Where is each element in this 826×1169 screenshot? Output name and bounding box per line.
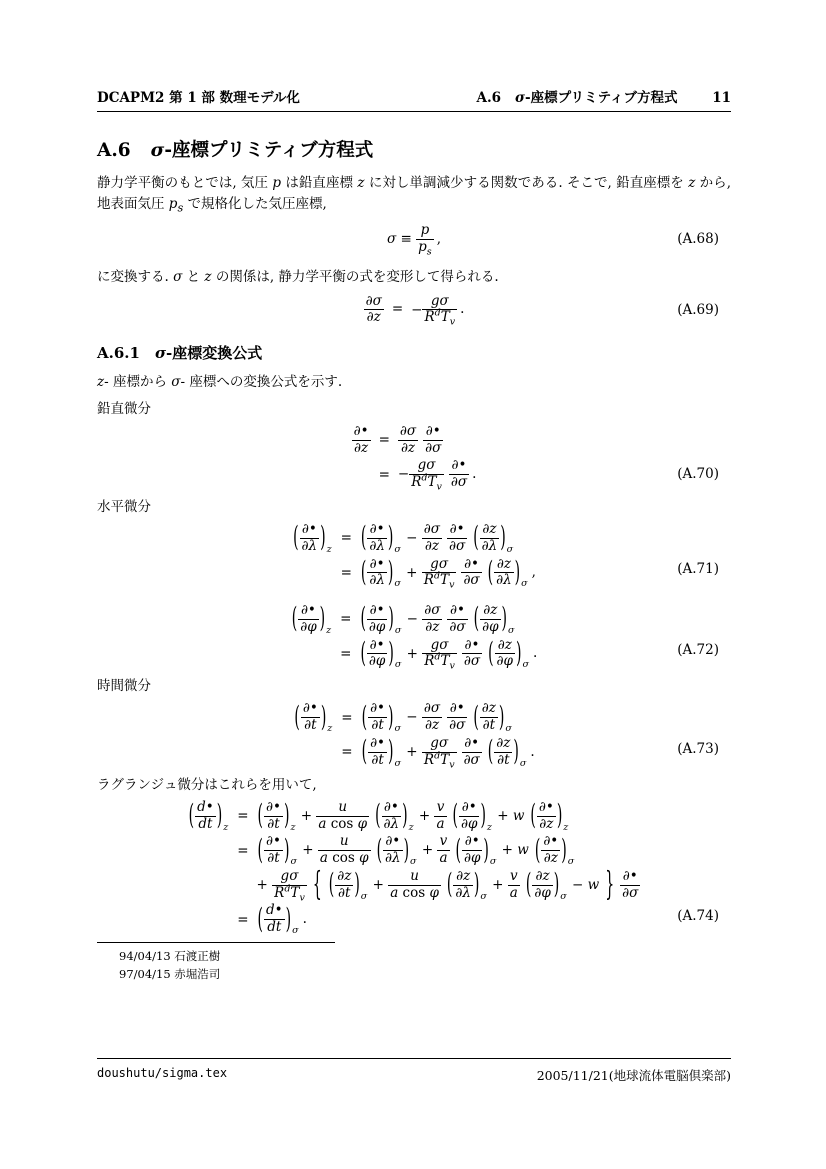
equation-a68-math: σ ≡ $\frac{p}{p_s}$ , [387,221,441,258]
page-number: 11 [712,90,731,106]
equation-a73-math: ( $\frac{\partial•}{\partial t}$ )$_z$ = ( $\frac{\partial•}{\partial t}$ )$_\sigma$ − $\frac{\partial\sigma}{\partial z}$ $\frac{\partial•}{\partial\sigma}$ ( $\frac{\partial z}{\partial t}$ )$_\sigma$ = ( $\frac{\partial•}{\partial t}$ )$_\sigma$ + $\frac{g\sigma}{R^dT_v}$ $\frac{\partial•}{\partial\sigma}$ ( $\frac{\partial z}{\partial t}$ )$_\sigma$. [294,700,535,771]
footnote-line: 97/04/15 赤堀浩司 [119,966,221,981]
equation-a69-math: $\frac{\partial\sigma}{\partial z}$ = − $\frac{g\sigma}{R^dT_v}$ . [365,292,465,329]
equation-a74-label: (A.74) [677,907,719,924]
footnotes [97,942,731,984]
equation-a74-math: ( $\frac{d•}{dt}$ )$_z$ = ( $\frac{\partial•}{\partial t}$ )$_z$ + $\frac{u}{\text{a cos φ}}$ ( $\frac{\partial•}{\partial\lambda}$ )$_z$ + $\frac{v}{a}$ ( $\frac{\partial•}{\partial\varphi}$ )$_z + w$ ( $\frac{\partial•}{\partial z}$ )$_z$ = ( $\frac{\partial•}{\partial t}$ )$_\sigma$ + $\frac{u}{\text{a cos φ}}$ ( $\frac{\partial•}{\partial\lambda}$ )$_\sigma$ + $\frac{v}{a}$ ( $\frac{\partial•}{\partial\varphi}$ )$_\sigma + w$ ( $\frac{\partial•}{\partial z}$ )$_\sigma$ + $\frac{g\sigma}{R^dT_v}$ { ( $\frac{\partial z}{\partial t}$ )$_\sigma$ + $\frac{u}{\text{a cos φ}}$ ( $\frac{\partial z}{\partial\lambda}$ )$_\sigma$ + $\frac{v}{a}$ ( $\frac{\partial z}{\partial\varphi}$ )$_\sigma - w$ } $\frac{\partial•}{\partial\sigma}$ = ( $\frac{d•}{dt}$ )$_\sigma$. [188,798,639,937]
subsection-heading [97,342,731,363]
equation-a73-label: (A.73) [677,740,719,757]
footer-date-club: 2005/11/21(地球流体電脳倶楽部) [536,1068,731,1083]
footnote-rule [97,942,335,943]
equation-a72-math: ( $\frac{\partial•}{\partial\varphi}$ )$_z$ = ( $\frac{\partial•}{\partial\varphi}$ )$_\sigma$ − $\frac{\partial\sigma}{\partial z}$ $\frac{\partial•}{\partial\sigma}$ ( $\frac{\partial z}{\partial\varphi}$ )$_\sigma$ = ( $\frac{\partial•}{\partial\varphi}$ )$_\sigma$ + $\frac{g\sigma}{R^dT_v}$ $\frac{\partial•}{\partial\sigma}$ ( $\frac{\partial z}{\partial\varphi}$ )$_\sigma$. [291,602,538,673]
equation-a70-math: $\frac{\partial•}{\partial z}$ = $\frac{\partial\sigma}{\partial z}$ $\frac{\partial•}{\partial\sigma}$ = − $\frac{g\sigma}{R^dT_v}$ $\frac{\partial•}{\partial\sigma}$ . [353,422,477,493]
section-heading [97,136,731,162]
page-content [97,0,731,984]
label-vertical-derivative: 鉛直微分 [97,400,151,417]
running-footer [97,1058,731,1084]
subsection-title: σ-座標変換公式 [154,344,263,363]
equation-a72 [97,602,731,671]
section-number: A.6 [97,140,131,161]
equation-a72-label: (A.72) [677,642,719,659]
equation-a70-label: (A.70) [677,465,719,482]
header-left-title: DCAPM2 第 1 部 数理モデル化 [97,90,300,106]
equation-a68-label: (A.68) [677,231,719,248]
running-header [97,86,731,112]
header-section-title: A.6 σ-座標プリミティブ方程式 [476,90,678,106]
paragraph-subsection-intro: z- 座標から σ- 座標への変換公式を示す. [97,374,343,391]
equation-a68 [97,222,731,257]
label-horizontal-derivative: 水平微分 [97,498,151,515]
paragraph-transform: に変換する. σ と z の関係は, 静力学平衡の式を変形して得られる. [97,269,499,286]
footnote-line: 94/04/13 石渡正樹 [119,948,221,963]
equation-a73 [97,700,731,769]
section-title: σ-座標プリミティブ方程式 [150,140,374,161]
paragraph-intro: 静力学平衡のもとでは, 気圧 p は鉛直座標 z に対し単調減少する関数である. そこで, 鉛直座標を z から, 地表面気圧 $p_s$ で規格化した気圧座標, [97,175,732,216]
equation-a71-math: ( $\frac{\partial•}{\partial\lambda}$ )$_z$ = ( $\frac{\partial•}{\partial\lambda}$ )$_\sigma$ − $\frac{\partial\sigma}{\partial z}$ $\frac{\partial•}{\partial\sigma}$ ( $\frac{\partial z}{\partial\lambda}$ )$_\sigma$ = ( $\frac{\partial•}{\partial\lambda}$ )$_\sigma$ + $\frac{g\sigma}{R^dT_v}$ $\frac{\partial•}{\partial\sigma}$ ( $\frac{\partial z}{\partial\lambda}$ )$_\sigma$, [293,521,536,592]
equation-a74 [97,799,731,937]
header-right [476,86,731,106]
label-lagrangian-derivative: ラグランジュ微分はこれらを用いて, [97,776,317,793]
equation-a69-label: (A.69) [677,301,719,318]
subsection-number: A.6.1 [97,344,140,363]
equation-a70 [97,423,731,492]
equation-a71 [97,521,731,590]
equation-a71-label: (A.71) [677,561,719,578]
equation-a69 [97,293,731,328]
footer-filename: doushutu/sigma.tex [97,1066,228,1080]
label-time-derivative: 時間微分 [97,678,151,695]
